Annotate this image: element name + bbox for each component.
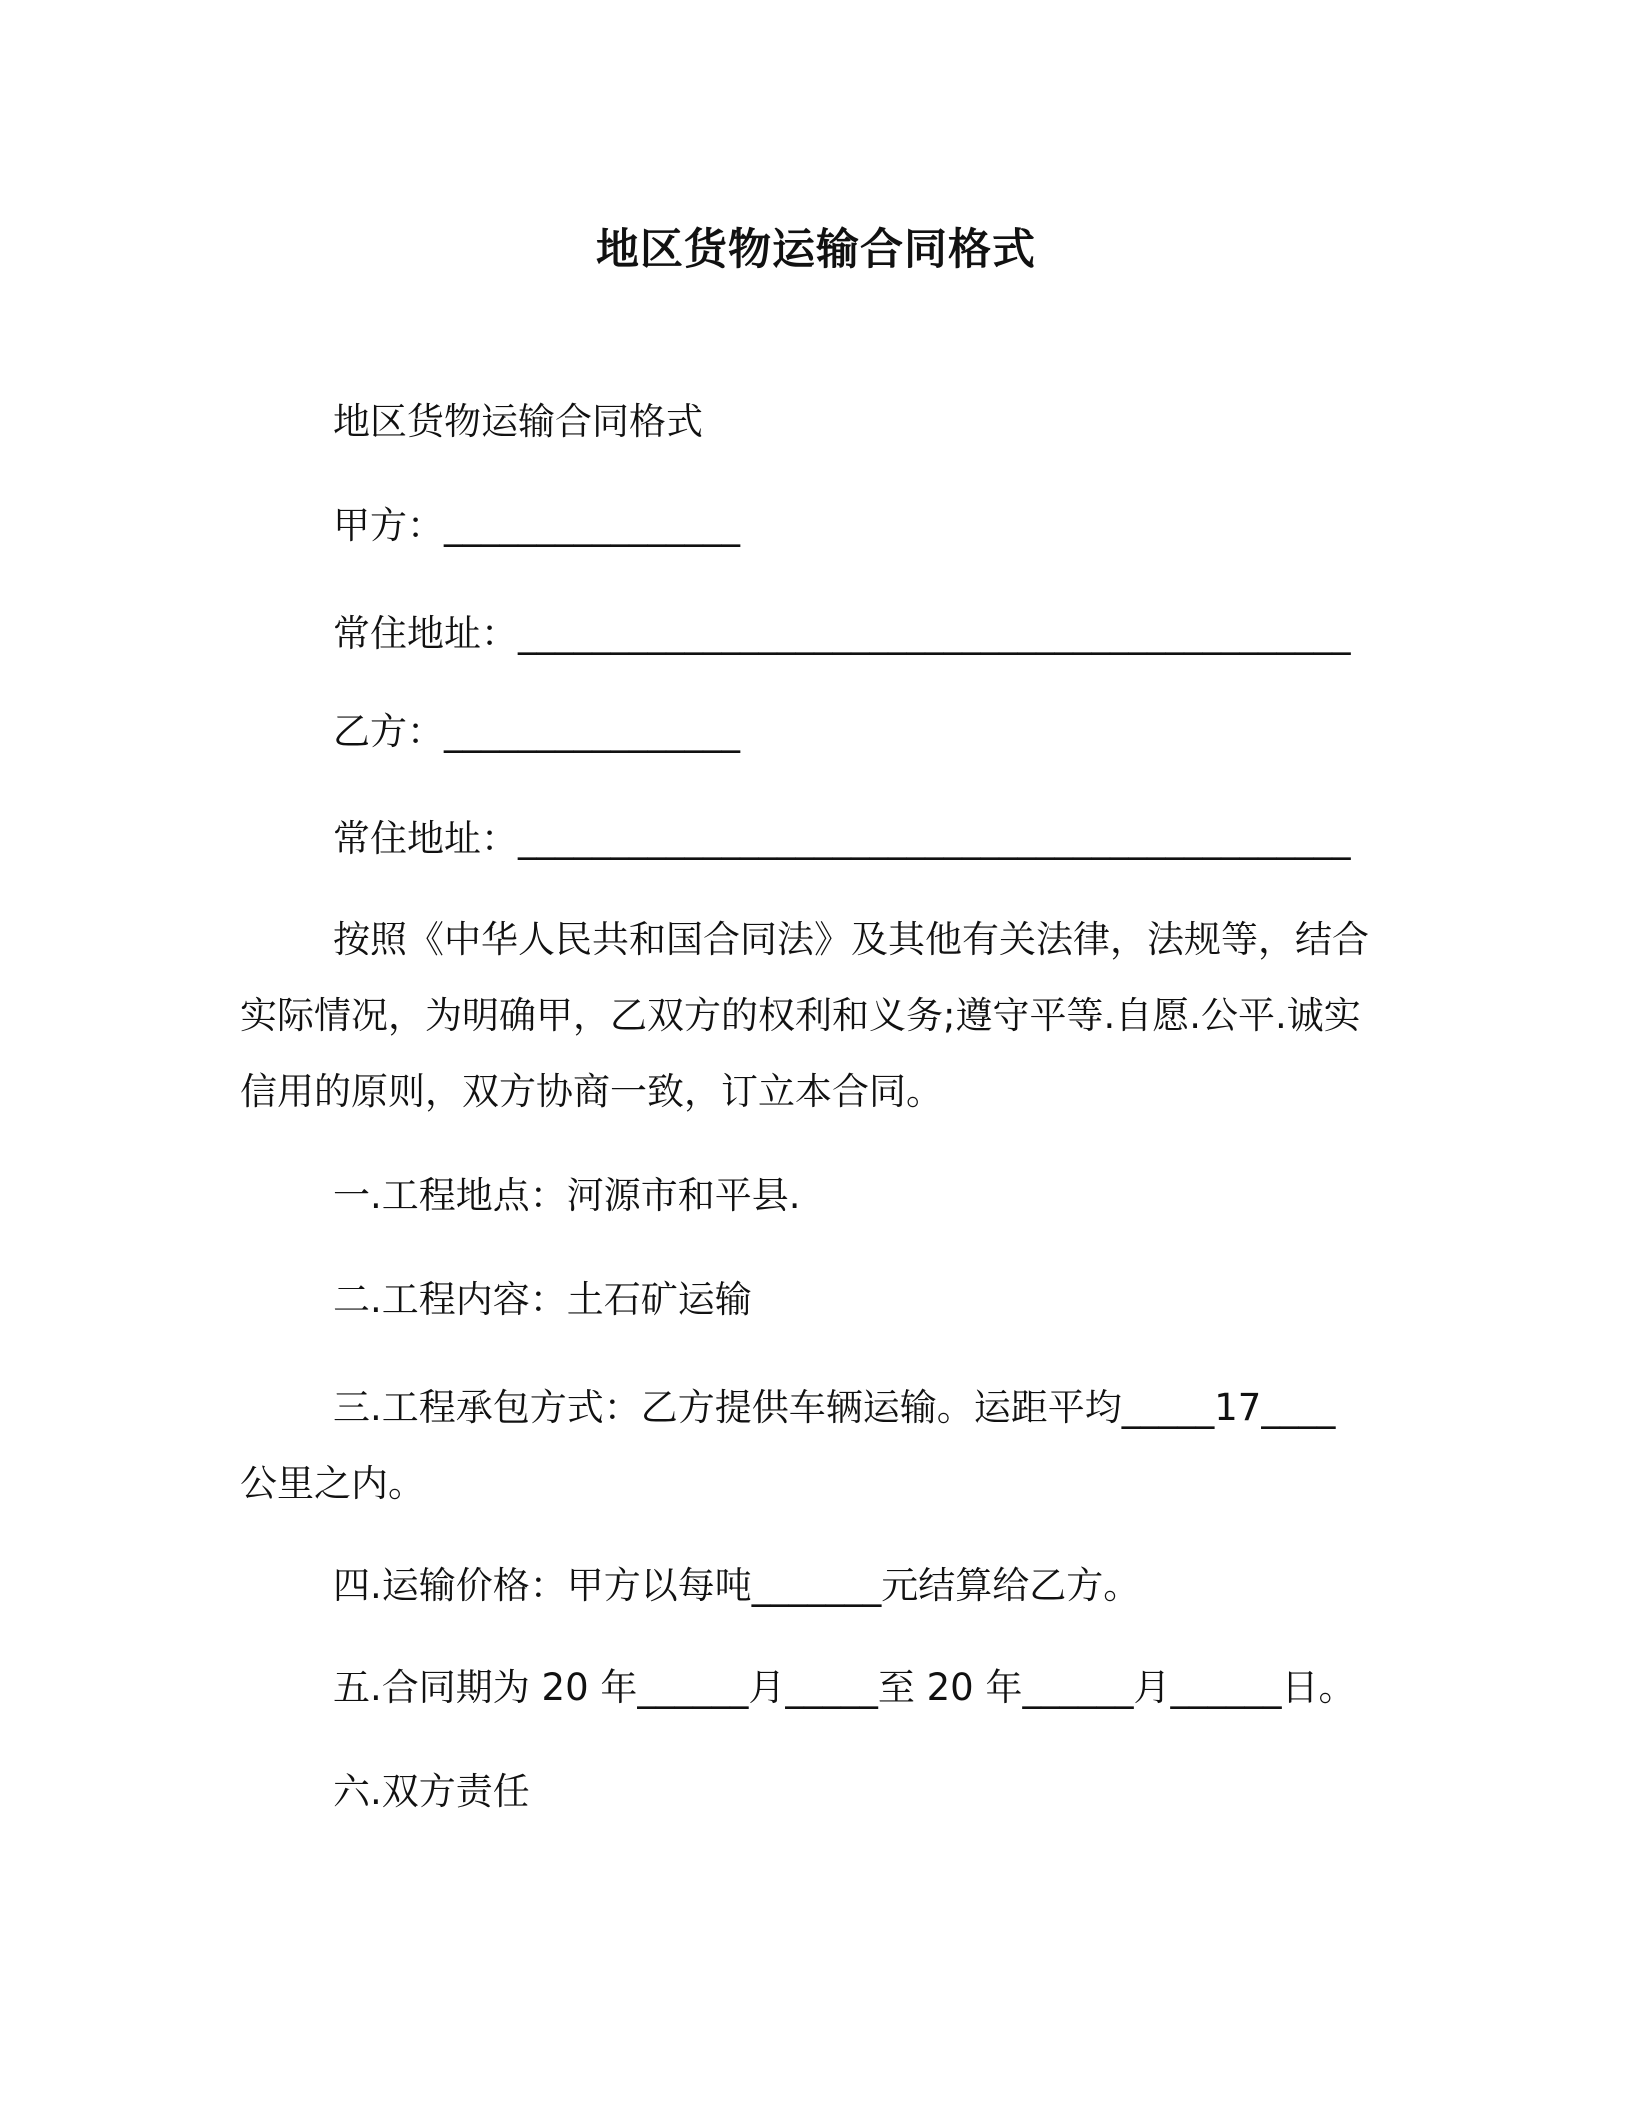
clause-3-line-1: 三.工程承包方式：乙方提供车辆运输。运距平均_____17____ [333,1386,1336,1429]
clause-3-line-2: 公里之内。 [240,1462,425,1505]
party-b-address-line: 常住地址：_____________________________________________ [333,817,1351,860]
clause-1: 一.工程地点：河源市和平县. [333,1174,801,1217]
clause-2: 二.工程内容：土石矿运输 [333,1278,752,1321]
document-subtitle: 地区货物运输合同格式 [333,400,703,443]
party-b-line: 乙方：________________ [333,710,740,753]
preamble-paragraph: 按照《中华人民共和国合同法》及其他有关法律，法规等，结合实际情况，为明确甲，乙双方的权利和义务;遵守平等.自愿.公平.诚实信用的原则，双方协商一致，订立本合同。 [240,918,1369,1113]
document-title: 地区货物运输合同格式 [596,225,1036,275]
party-a-address-line: 常住地址：_____________________________________________ [333,612,1351,655]
party-a-line: 甲方：________________ [333,504,740,547]
clause-6: 六.双方责任 [333,1770,530,1813]
clause-4: 四.运输价格：甲方以每吨_______元结算给乙方。 [333,1564,1141,1607]
clause-5: 五.合同期为 20 年______月_____至 20 年______月______日。 [333,1666,1356,1709]
